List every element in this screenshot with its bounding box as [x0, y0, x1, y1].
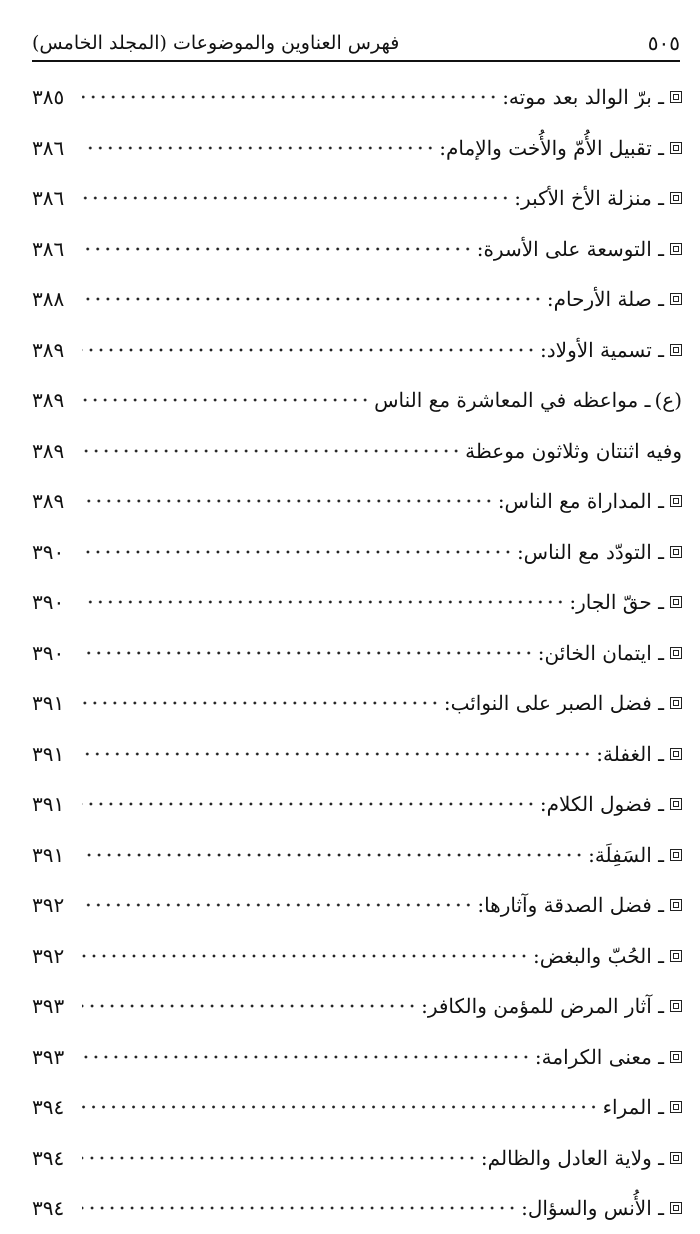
page-number: ٥٠٥ [647, 31, 680, 55]
toc-entry[interactable] [32, 779, 682, 830]
square-bullet-icon [670, 293, 682, 305]
entry-title: ـ صلة الأرحام: [546, 287, 664, 312]
entry-page-number: ٣٩١ [32, 691, 65, 716]
entry-page-number: ٣٩٠ [32, 640, 65, 665]
toc-entry[interactable] [32, 1032, 682, 1083]
toc-entry[interactable] [32, 880, 682, 931]
entry-page-number: ٣٨٦ [32, 186, 65, 211]
dot-leader [82, 445, 461, 457]
entry-page-number: ٣٩٠ [32, 539, 65, 564]
entry-title: ـ الغفلة: [596, 741, 664, 766]
square-bullet-icon [670, 950, 682, 962]
dot-leader [82, 293, 543, 305]
toc-entry[interactable] [32, 527, 682, 578]
entry-page-number: ٣٨٩ [32, 438, 65, 463]
entry-page-number: ٣٩١ [32, 792, 65, 817]
dot-leader [82, 798, 536, 810]
square-bullet-icon [670, 1202, 682, 1214]
dot-leader [82, 243, 473, 255]
square-bullet-icon [670, 546, 682, 558]
dot-leader [82, 596, 565, 608]
entry-title: ـ مواعظه في المعاشرة مع الناس [374, 388, 651, 413]
entry-page-number: ٣٩٣ [32, 994, 65, 1019]
entry-title: ـ التودّد مع الناس: [516, 539, 664, 564]
entry-title: ـ المراء [602, 1095, 664, 1120]
entry-page-number: ٣٩٣ [32, 1044, 65, 1069]
entry-page-number: ٣٩١ [32, 741, 65, 766]
running-title: فهرس العناوين والموضوعات (المجلد الخامس) [32, 32, 400, 54]
entry-page-number: ٣٨٩ [32, 337, 65, 362]
square-bullet-icon [670, 91, 682, 103]
square-bullet-icon [670, 849, 682, 861]
dot-leader [82, 647, 534, 659]
dot-leader [82, 899, 473, 911]
toc-entry[interactable] [32, 375, 682, 426]
toc-entry[interactable] [32, 577, 682, 628]
entry-title: ـ ولاية العادل والظالم: [480, 1145, 664, 1170]
dot-leader [82, 1000, 417, 1012]
entry-title: ـ المداراة مع الناس: [497, 489, 664, 514]
square-bullet-icon [670, 596, 682, 608]
entry-title: ـ فضل الصدقة وآثارها: [477, 893, 664, 918]
dot-leader [82, 142, 435, 154]
toc-entry[interactable] [32, 1082, 682, 1133]
entry-page-number: ٣٩٢ [32, 893, 65, 918]
dot-leader [82, 546, 513, 558]
square-bullet-icon [670, 1152, 682, 1164]
entry-page-number: ٣٩٤ [32, 1196, 65, 1221]
toc-entry[interactable] [32, 173, 682, 224]
dot-leader [82, 495, 494, 507]
entry-title: ـ معنى الكرامة: [534, 1044, 664, 1069]
dot-leader [82, 91, 498, 103]
toc-entry[interactable] [32, 426, 682, 477]
square-bullet-icon [670, 1000, 682, 1012]
dot-leader [82, 748, 592, 760]
toc-entry[interactable] [32, 678, 682, 729]
toc-entry[interactable] [32, 224, 682, 275]
entry-page-number: ٣٨٩ [32, 489, 65, 514]
square-bullet-icon [670, 798, 682, 810]
dot-leader [82, 950, 529, 962]
entry-page-number: ٣٨٥ [32, 85, 65, 110]
toc-entry[interactable] [32, 830, 682, 881]
square-bullet-icon [670, 142, 682, 154]
square-bullet-icon [670, 1101, 682, 1113]
entry-page-number: ٣٩٤ [32, 1095, 65, 1120]
entry-title: ـ الأُنس والسؤال: [521, 1196, 664, 1221]
entry-title: ـ منزلة الأخ الأكبر: [514, 186, 664, 211]
square-bullet-icon [670, 697, 682, 709]
toc-entry[interactable] [32, 1183, 682, 1234]
entry-title: ـ التوسعة على الأسرة: [476, 236, 664, 261]
entry-page-number: ٣٨٦ [32, 135, 65, 160]
dot-leader [82, 1202, 517, 1214]
toc-entry[interactable] [32, 729, 682, 780]
dot-leader [82, 1101, 599, 1113]
dot-leader [82, 192, 510, 204]
dot-leader [82, 1051, 531, 1063]
entry-title: ـ تسمية الأولاد: [540, 337, 664, 362]
toc-entry[interactable] [32, 1133, 682, 1184]
toc-entry[interactable] [32, 72, 682, 123]
square-bullet-icon [670, 748, 682, 760]
entry-title: ـ الحُبّ والبغض: [532, 943, 664, 968]
dot-leader [82, 849, 584, 861]
dot-leader [82, 1152, 477, 1164]
entry-title: ـ حقّ الجار: [569, 590, 664, 615]
toc-entry[interactable] [32, 123, 682, 174]
dot-leader [82, 394, 370, 406]
entry-page-number: ٣٨٩ [32, 388, 65, 413]
dot-leader [82, 344, 536, 356]
square-bullet-icon [670, 899, 682, 911]
entry-title: ـ فضل الصبر على النوائب: [443, 691, 664, 716]
square-bullet-icon [670, 495, 682, 507]
square-bullet-icon [670, 192, 682, 204]
entry-title: ـ ايتمان الخائن: [537, 640, 664, 665]
entry-page-number: ٣٩٤ [32, 1145, 65, 1170]
toc-entry[interactable] [32, 476, 682, 527]
square-bullet-icon [670, 1051, 682, 1063]
toc-list [32, 72, 682, 1234]
entry-page-number: ٣٩٢ [32, 943, 65, 968]
toc-entry[interactable] [32, 981, 682, 1032]
page-header [32, 26, 680, 62]
toc-entry[interactable] [32, 325, 682, 376]
entry-page-number: ٣٨٦ [32, 236, 65, 261]
toc-entry[interactable] [32, 628, 682, 679]
entry-page-number: ٣٨٨ [32, 287, 65, 312]
toc-entry[interactable] [32, 931, 682, 982]
entry-title: ـ آثار المرض للمؤمن والكافر: [421, 994, 664, 1019]
square-bullet-icon [670, 344, 682, 356]
entry-title: ـ برّ الوالد بعد موته: [502, 85, 664, 110]
entry-page-number: ٣٩٠ [32, 590, 65, 615]
entry-page-number: ٣٩١ [32, 842, 65, 867]
entry-title: ـ السَفِلَة: [588, 842, 664, 867]
dot-leader [82, 697, 440, 709]
entry-title: ـ تقبيل الأُمّ والأُخت والإمام: [439, 135, 664, 160]
entry-title: وفيه اثنتان وثلاثون موعظة [465, 438, 682, 463]
entry-title: ـ فضول الكلام: [539, 792, 664, 817]
toc-entry[interactable] [32, 274, 682, 325]
entry-prefix: (ع) [654, 388, 682, 413]
square-bullet-icon [670, 243, 682, 255]
square-bullet-icon [670, 647, 682, 659]
